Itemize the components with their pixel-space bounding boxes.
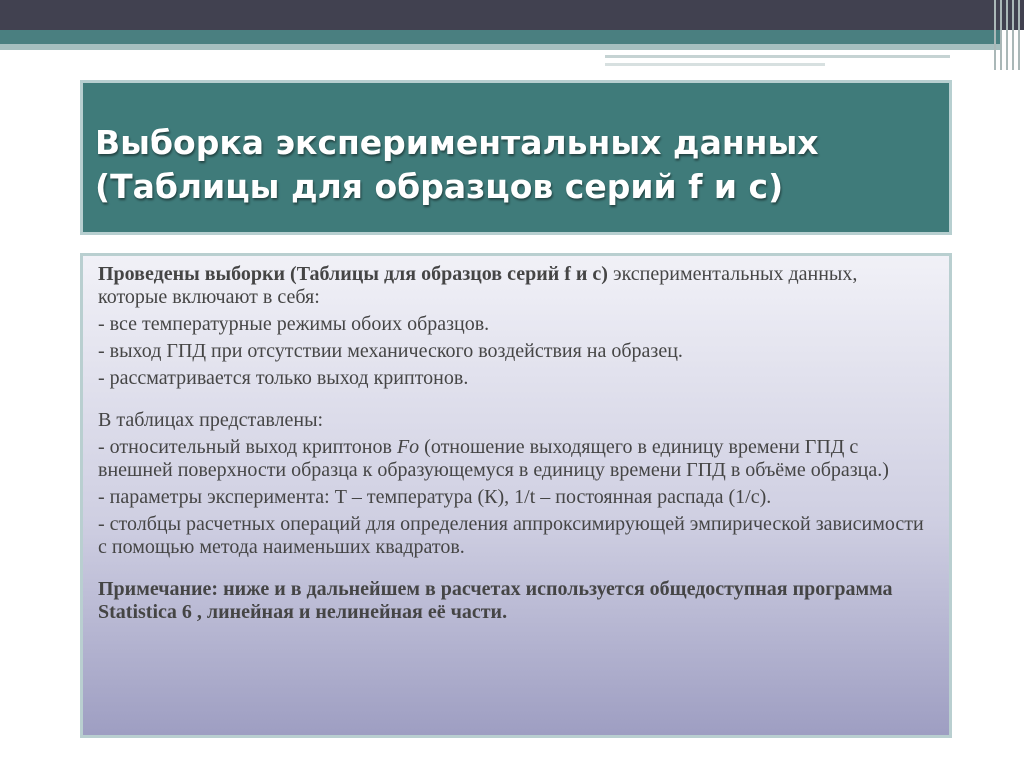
slide-title-line-2: (Таблицы для образцов серий f и c) xyxy=(95,167,784,206)
bullet-item xyxy=(98,436,929,482)
intro-bold-text: Проведены выборки (Таблицы для образцов серий f и c) xyxy=(98,263,608,285)
note-paragraph: Примечание: ниже и в дальнейшем в расчетах используется общедоступная программа Statistica 6 , линейная и нелинейная её части. xyxy=(98,578,893,623)
intro-text: экспериментальных данных, которые включают в себя: xyxy=(98,263,858,308)
fo-variable: Fo xyxy=(396,436,420,458)
slide-title-box xyxy=(80,80,952,235)
top-band-light xyxy=(0,44,1000,50)
bullet-text: (отношение выходящего в единицу времени ГПД с внешней поверхности образца к образующемуся в единицу времени ГПД в объёме образца.) xyxy=(98,436,889,481)
decorative-line xyxy=(605,63,825,66)
bullet-item: - параметры эксперимента: Т – температура (К), 1/t – постоянная распада (1/с). xyxy=(98,486,772,508)
bullet-text: - относительный выход криптонов xyxy=(98,436,397,458)
bullet-item: - все температурные режимы обоих образцов. xyxy=(98,313,490,335)
decorative-stripes xyxy=(991,0,1024,70)
slide-content-box xyxy=(80,253,952,738)
bullet-item: - рассматривается только выход криптонов. xyxy=(98,367,469,389)
bullet-item: - столбцы расчетных операций для определения аппроксимирующей эмпирической зависимости с помощью метода наименьших квадратов. xyxy=(98,513,924,558)
bullet-item: - выход ГПД при отсутствии механического воздействия на образец. xyxy=(98,340,683,362)
tables-heading: В таблицах представлены: xyxy=(98,409,324,431)
slide-title-line-1: Выборка экспериментальных данных xyxy=(95,123,819,162)
intro-paragraph xyxy=(98,263,929,309)
decorative-line xyxy=(605,55,950,58)
top-band-teal xyxy=(0,30,1000,44)
top-band-dark xyxy=(0,0,1024,30)
